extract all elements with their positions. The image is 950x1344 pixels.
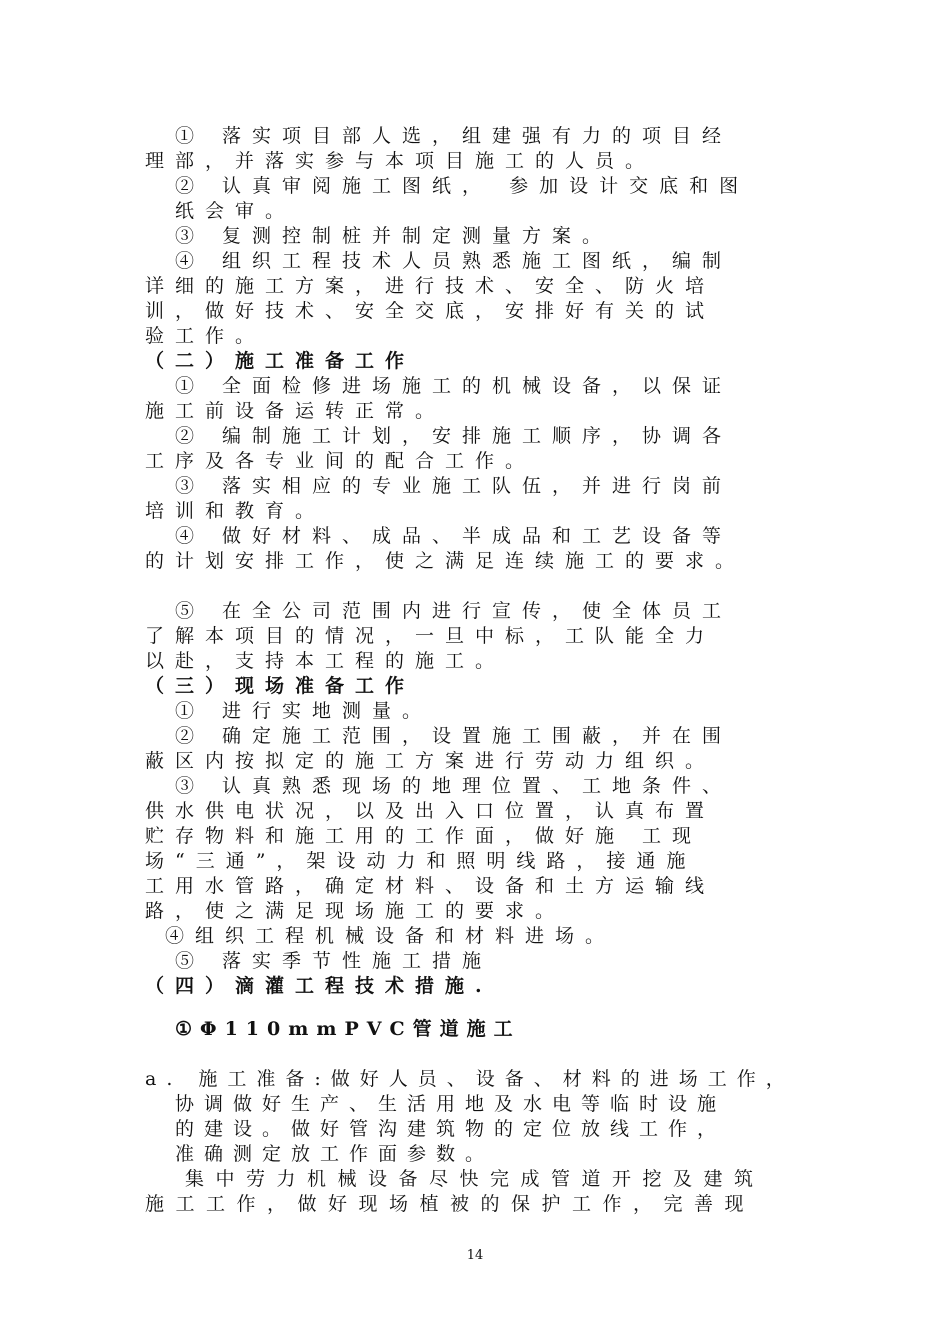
- text-line: 的计划安排工作，使之满足连续施工的要求。: [145, 550, 746, 572]
- text-line: 的建设。做好管沟建筑物的定位放线工作，: [175, 1118, 727, 1140]
- text-line: 贮存物料和施工用的工作面，做好施 工现: [145, 825, 703, 847]
- text-line: ① 全面检修进场施工的机械设备，以保证: [175, 375, 733, 397]
- text-line: ② 认真审阅施工图纸， 参加设计交底和图: [175, 175, 750, 197]
- text-line: 协调做好生产、生活用地及水电等临时设施: [175, 1093, 727, 1115]
- text-line: 工序及各专业间的配合工作。: [145, 450, 536, 472]
- text-line: ③ 认真熟悉现场的地理位置、工地条件、: [175, 775, 733, 797]
- text-line: ③ 落实相应的专业施工队伍，并进行岗前: [175, 475, 733, 497]
- text-line: 了解本项目的情况，一旦中标，工队能全力: [145, 625, 716, 647]
- section-heading: （三）现场准备工作: [145, 675, 416, 697]
- text-line: ② 编制施工计划，安排施工顺序，协调各: [175, 425, 733, 447]
- text-line: 验工作。: [145, 325, 266, 347]
- text-line: 训，做好技术、安全交底，安排好有关的试: [145, 300, 716, 322]
- section-heading: （二）施工准备工作: [145, 350, 416, 372]
- text-line: ② 确定施工范围，设置施工围蔽，并在围: [175, 725, 733, 747]
- text-line: ④组织工程机械设备和材料进场。: [165, 925, 616, 947]
- text-line: 施工工作，做好现场植被的保护工作，完善现: [145, 1193, 756, 1215]
- text-line: 场“三通”，架设动力和照明线路，接通施: [145, 850, 697, 872]
- text-line: 详细的施工方案，进行技术、安全、防火培: [145, 275, 716, 297]
- text-line: 准确测定放工作面参数。: [175, 1143, 495, 1165]
- text-line: 供水供电状况，以及出入口位置，认真布置: [145, 800, 716, 822]
- text-line: 路，使之满足现场施工的要求。: [145, 900, 566, 922]
- text-line: ④ 组织工程技术人员熟悉施工图纸，编制: [175, 250, 733, 272]
- text-line: 工用水管路，确定材料、设备和土方运输线: [145, 875, 716, 897]
- page-number: 14: [466, 1248, 484, 1263]
- text-line: 理部，并落实参与本项目施工的人员。: [145, 150, 656, 172]
- text-line: 施工前设备运转正常。: [145, 400, 446, 422]
- text-line: ⑤ 在全公司范围内进行宣传，使全体员工: [175, 600, 733, 622]
- text-line: ① 落实项目部人选，组建强有力的项目经: [175, 125, 733, 147]
- text-line: 培训和教育。: [145, 500, 326, 522]
- text-line: 以赴，支持本工程的施工。: [145, 650, 506, 672]
- text-line: ⑤ 落实季节性施工措施: [175, 950, 493, 972]
- text-line: 蔽区内按拟定的施工方案进行劳动力组织。: [145, 750, 716, 772]
- text-line: a. 施工准备:做好人员、设备、材料的进场工作，: [145, 1068, 795, 1090]
- text-line: 集中劳力机械设备尽快完成管道开挖及建筑: [185, 1168, 765, 1190]
- subsection-heading: ①Φ110mmPVC管道施工: [175, 1018, 521, 1040]
- text-line: 纸会审。: [175, 200, 296, 222]
- text-line: ④ 做好材料、成品、半成品和工艺设备等: [175, 525, 733, 547]
- text-line: ③ 复测控制桩并制定测量方案。: [175, 225, 613, 247]
- section-heading: （四）滴灌工程技术措施.: [145, 975, 493, 997]
- text-line: ① 进行实地测量。: [175, 700, 433, 722]
